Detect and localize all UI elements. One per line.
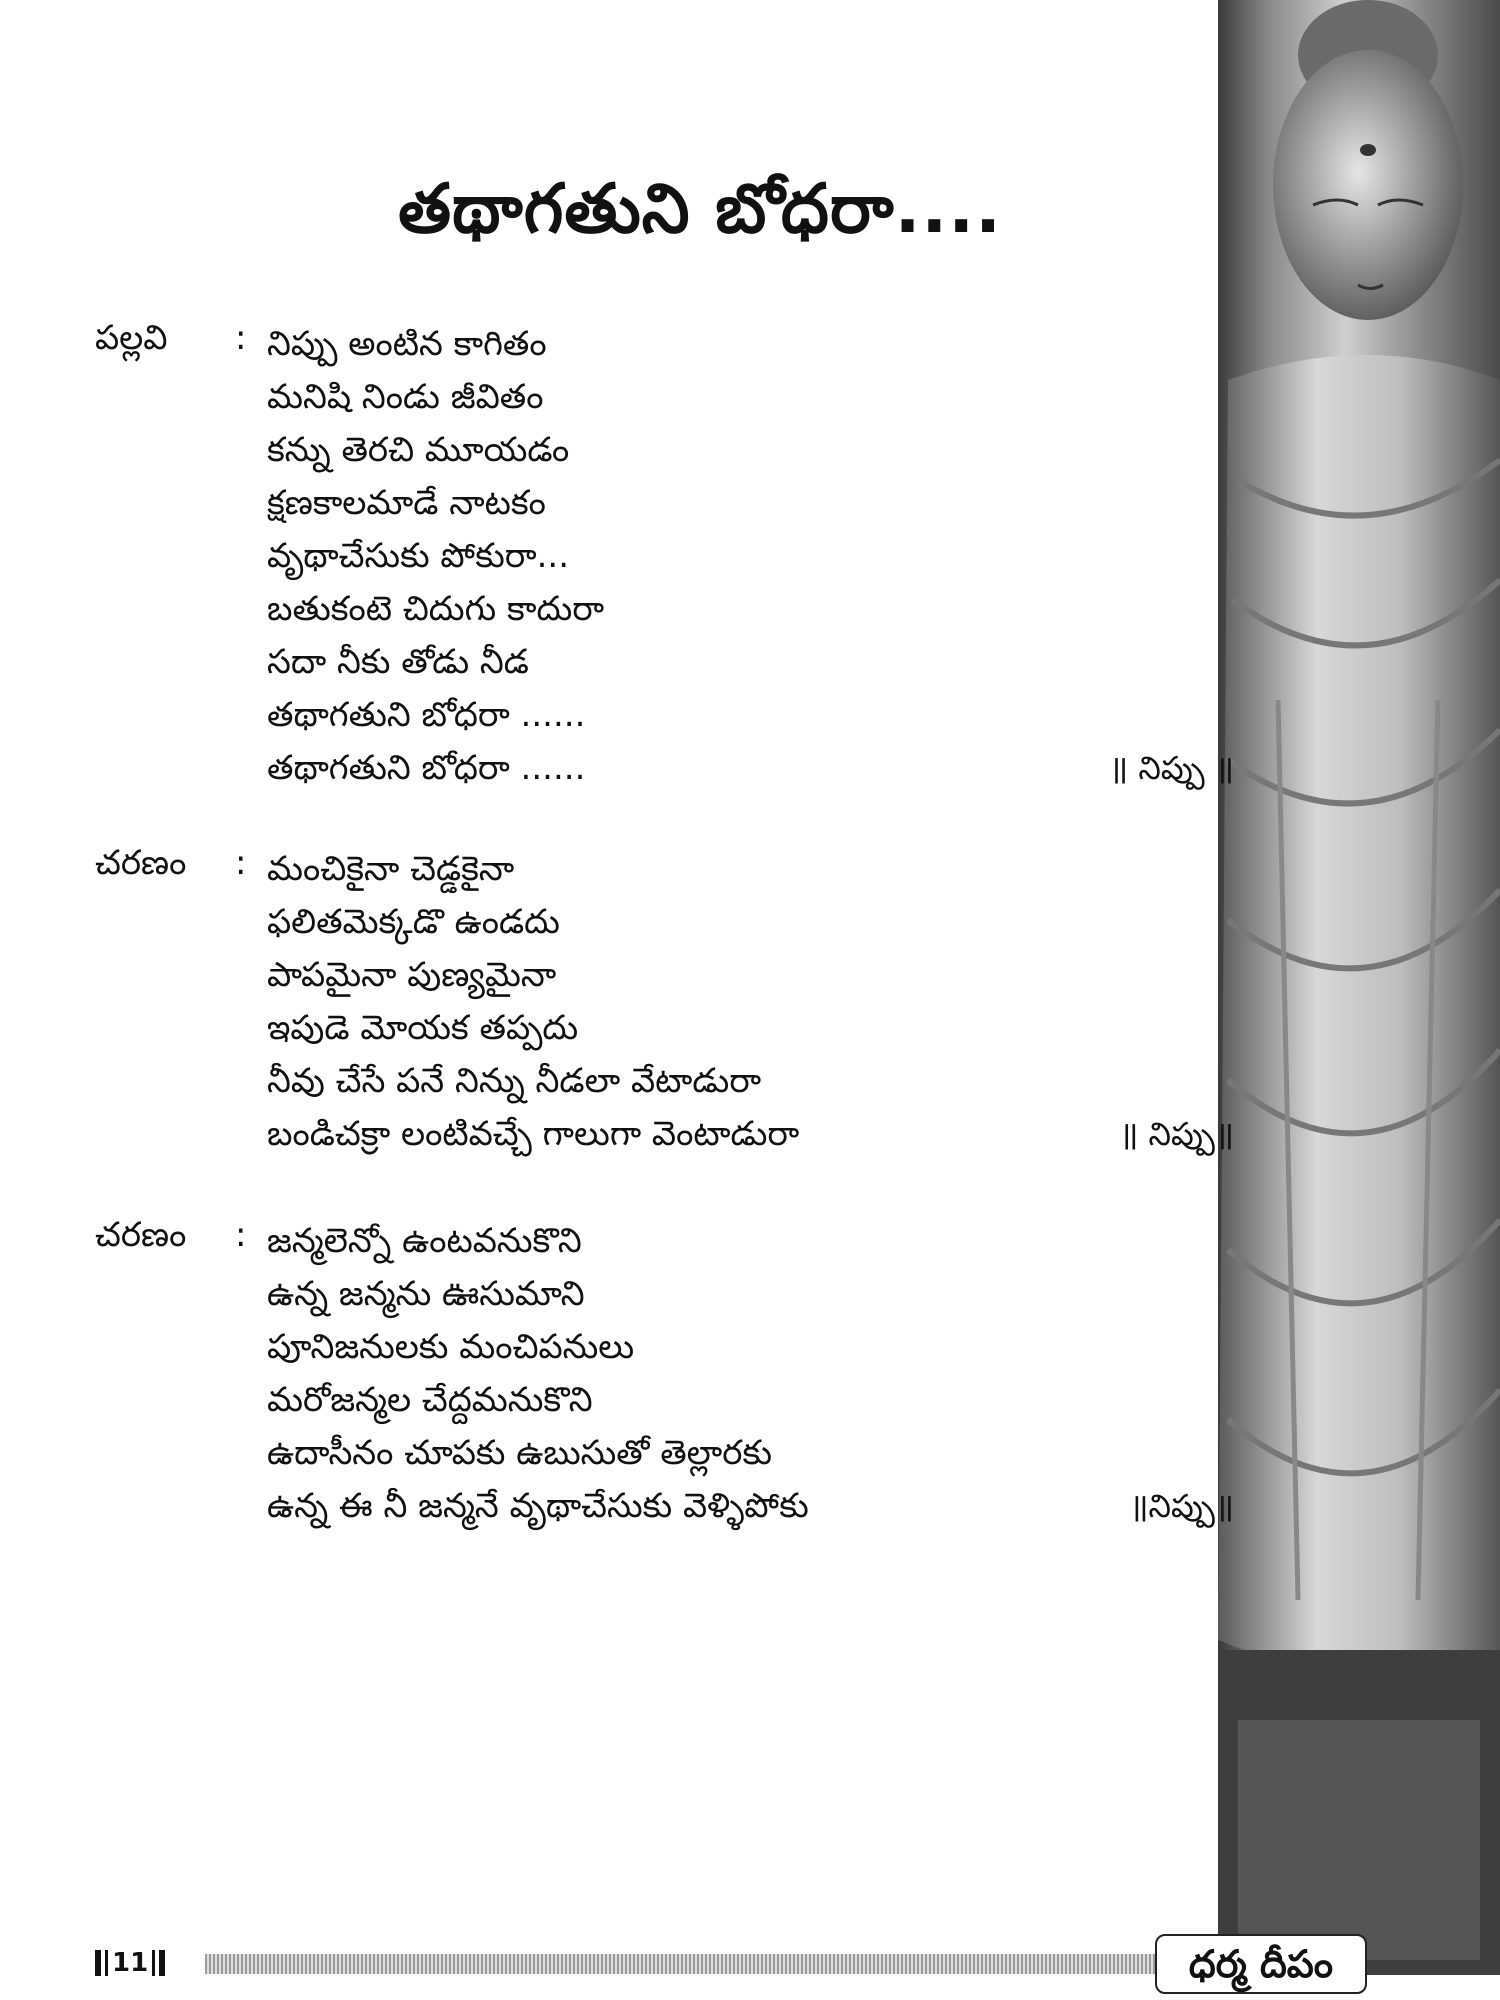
section-colon: : — [235, 843, 247, 883]
verse-line: సదా నీకు తోడు నీడ — [267, 642, 529, 682]
verse-line: మరోజన్మల చేద్దమనుకొని — [267, 1380, 593, 1420]
buddha-statue-image — [1218, 0, 1500, 1975]
verse-line: తథాగతుని బోధరా ...... — [267, 695, 586, 735]
section-label: పల్లవి — [95, 318, 168, 358]
verse-line: పూనిజనులకు మంచిపనులు — [267, 1327, 635, 1367]
section-label: చరణం — [95, 843, 187, 883]
refrain-marker: ॥ నిప్పు॥ — [1119, 1115, 1234, 1153]
bar-mark-icon — [105, 1950, 108, 1976]
section-colon: : — [235, 1215, 247, 1255]
page-number-text: 11 — [112, 1948, 149, 1978]
verse-lines — [267, 1215, 1234, 1533]
verse-line: ఫలితమెక్కడొ ఉండదు — [267, 902, 560, 942]
verse-line-text: ఉన్న ఈ నీ జన్మనే వృథాచేసుకు వెళ్ళిపోకు — [267, 1486, 809, 1526]
statue-drawing — [1218, 0, 1500, 1975]
verse-line: నిప్పు అంటిన కాగితం — [267, 324, 547, 364]
page-footer — [0, 1920, 1500, 2000]
magazine-name-badge: ధర్మ దీపం — [1155, 1934, 1367, 1994]
verse-line: ఇపుడె మోయక తప్పదు — [267, 1008, 579, 1048]
verse-line: పాపమైనా పుణ్యమైనా — [267, 955, 557, 995]
refrain-marker: ॥ నిప్పు ॥ — [1109, 749, 1234, 787]
refrain-marker: ॥నిప్పు॥ — [1129, 1487, 1234, 1525]
verse-line-text: తథాగతుని బోధరా ...... — [267, 748, 586, 788]
verse-line — [267, 1108, 1234, 1161]
verse-line — [267, 742, 1234, 795]
bar-mark-icon — [95, 1950, 101, 1976]
verse-line: ఉదాసీనం చూపకు ఉబుసుతో తెల్లారకు — [267, 1433, 772, 1473]
footer-stripe — [205, 1954, 1165, 1974]
verse-line: జన్మలెన్నో ఉంటవనుకొని — [267, 1221, 582, 1261]
bar-mark-icon — [159, 1950, 165, 1976]
verse-line: వృథాచేసుకు పోకురా... — [267, 536, 570, 576]
verse-line: మంచికైనా చెడ్డకైనా — [267, 849, 515, 889]
page-number — [95, 1948, 165, 1978]
verse-lines — [267, 318, 1234, 795]
verse-line: కన్ను తెరచి మూయడం — [267, 430, 570, 470]
verse-line — [267, 1480, 1234, 1533]
verse-line: మనిషి నిండు జీవితం — [267, 377, 544, 417]
verse-line: క్షణకాలమాడే నాటకం — [267, 483, 546, 523]
section-label: చరణం — [95, 1215, 187, 1255]
bar-mark-icon — [152, 1950, 155, 1976]
verse-line: నీవు చేసే పనే నిన్ను నీడలా వేటాడురా — [267, 1061, 762, 1101]
page-title: తథాగతుని బోధరా.... — [398, 170, 1002, 249]
verse-line-text: బండిచక్రా లంటివచ్చే గాలుగా వెంటాడురా — [267, 1114, 800, 1154]
verse-line: ఉన్న జన్మను ఊసుమాని — [267, 1274, 585, 1314]
verse-line: బతుకంటె చిదుగు కాదురా — [267, 589, 605, 629]
verse-lines — [267, 843, 1234, 1161]
section-colon: : — [235, 318, 247, 358]
